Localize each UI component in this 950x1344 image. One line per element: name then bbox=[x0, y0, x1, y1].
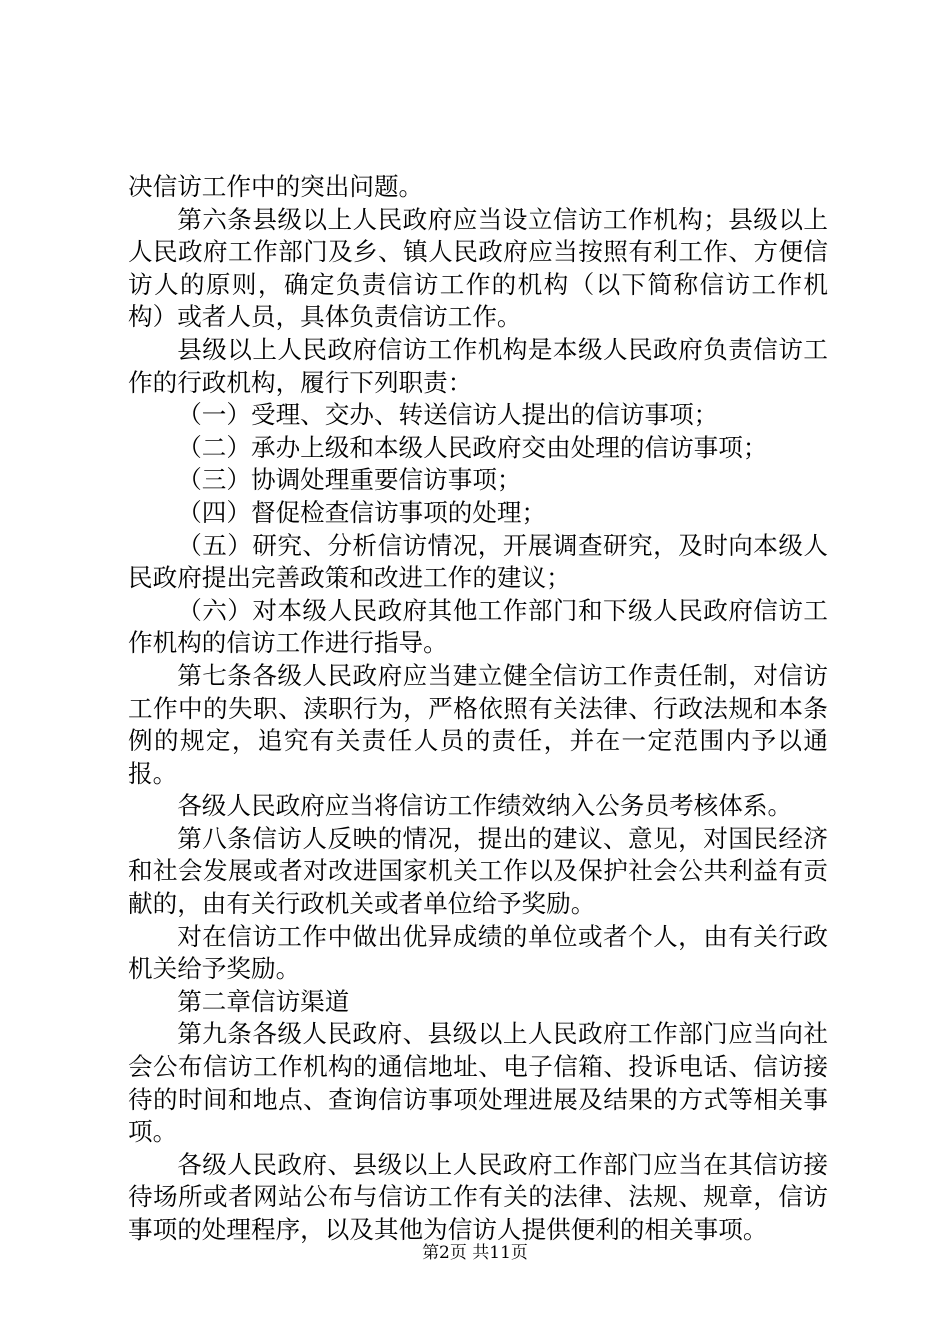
list-item-duty-2: （二）承办上级和本级人民政府交由处理的信访事项； bbox=[177, 432, 768, 462]
paragraph-article-9: 第九条各级人民政府、县级以上人民政府工作部门应当向社会公布信访工作机构的通信地址、电子信箱、投诉电话、信访接待的时间和地点、查询信访事项处理进展及结果的方式等相关事项。 bbox=[128, 1019, 828, 1147]
paragraph-article-6: 第六条县级以上人民政府应当设立信访工作机构；县级以上人民政府工作部门及乡、镇人民政府应当按照有利工作、方便信访人的原则，确定负责信访工作的机构（以下简称信访工作机构）或者人员，具体负责信访工作。 bbox=[128, 204, 828, 332]
list-item-duty-6: （六）对本级人民政府其他工作部门和下级人民政府信访工作机构的信访工作进行指导。 bbox=[128, 595, 828, 658]
page-footer bbox=[0, 1242, 950, 1264]
list-item-duty-4: （四）督促检查信访事项的处理； bbox=[177, 497, 547, 527]
document-body bbox=[128, 171, 828, 1247]
paragraph-publication: 各级人民政府、县级以上人民政府工作部门应当在其信访接待场所或者网站公布与信访工作有关的法律、法规、规章，信访事项的处理程序，以及其他为信访人提供便利的相关事项。 bbox=[128, 1149, 828, 1244]
paragraph-agency-duties: 县级以上人民政府信访工作机构是本级人民政府负责信访工作的行政机构，履行下列职责： bbox=[128, 334, 828, 397]
paragraph-performance-assessment: 各级人民政府应当将信访工作绩效纳入公务员考核体系。 bbox=[177, 791, 793, 821]
page-number-label: 第2页 共11页 bbox=[422, 1243, 528, 1263]
paragraph-article-7: 第七条各级人民政府应当建立健全信访工作责任制，对信访工作中的失职、渎职行为，严格依照有关法律、行政法规和本条例的规定，追究有关责任人员的责任，并在一定范围内予以通报。 bbox=[128, 660, 828, 788]
list-item-duty-5: （五）研究、分析信访情况，开展调查研究，及时向本级人民政府提出完善政策和改进工作的建议； bbox=[128, 530, 828, 593]
paragraph-continuation: 决信访工作中的突出问题。 bbox=[128, 172, 424, 201]
paragraph-article-8: 第八条信访人反映的情况，提出的建议、意见，对国民经济和社会发展或者对改进国家机关工作以及保护社会公共利益有贡献的，由有关行政机关或者单位给予奖励。 bbox=[128, 823, 828, 919]
paragraph-reward: 对在信访工作中做出优异成绩的单位或者个人，由有关行政机关给予奖励。 bbox=[128, 921, 828, 984]
list-item-duty-3: （三）协调处理重要信访事项； bbox=[177, 465, 522, 495]
list-item-duty-1: （一）受理、交办、转送信访人提出的信访事项； bbox=[177, 400, 719, 430]
chapter-heading: 第二章信访渠道 bbox=[177, 986, 350, 1016]
